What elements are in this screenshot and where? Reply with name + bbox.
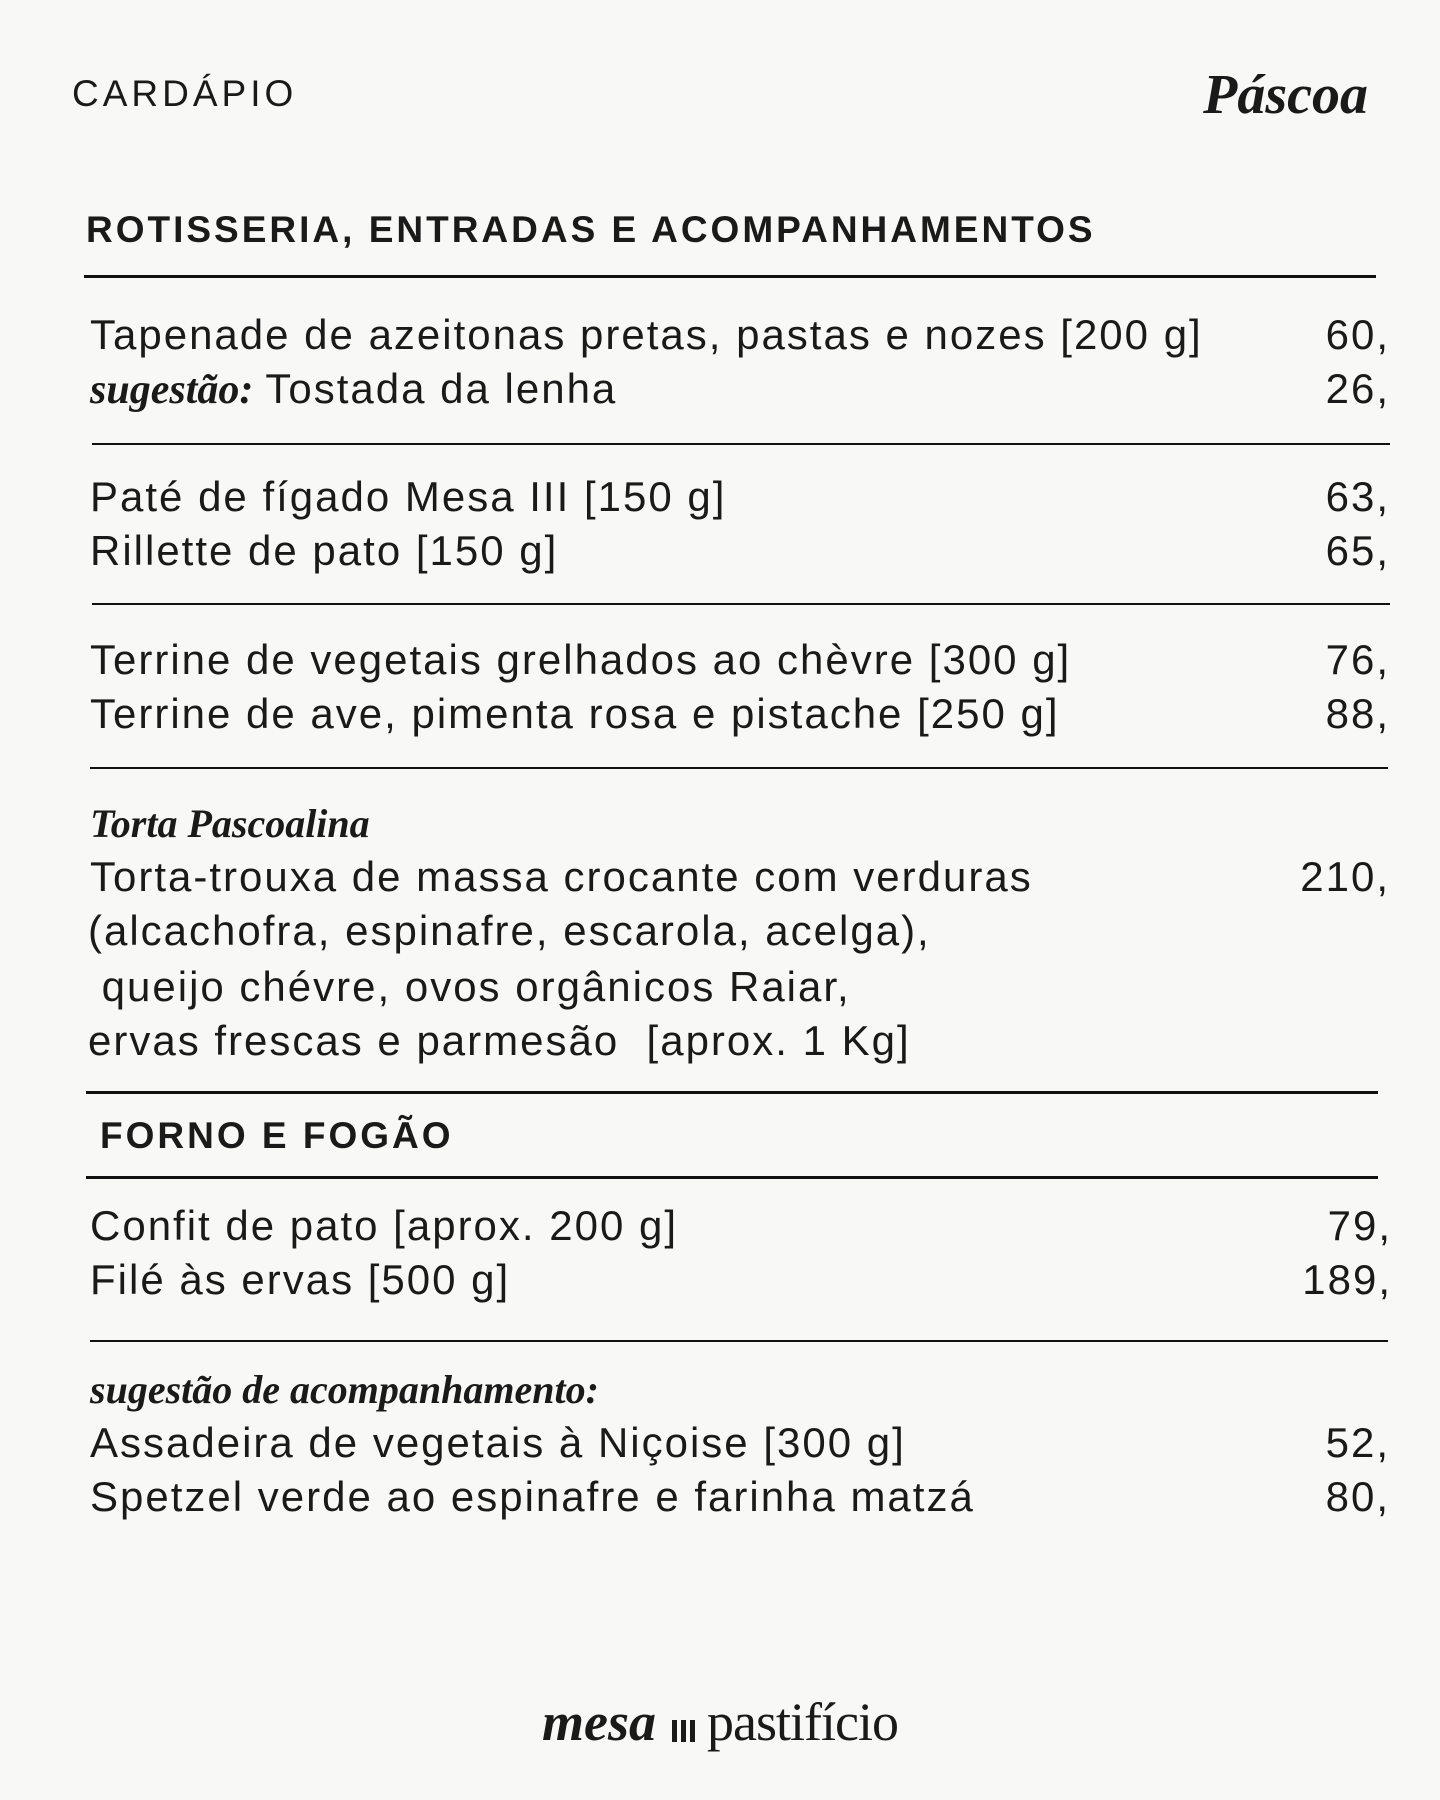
brand-logo [0,1690,1440,1764]
menu-item-price: 80, [1325,1473,1390,1520]
menu-item-name: Spetzel verde ao espinafre e farinha matzá [90,1473,975,1520]
menu-item-price: 60, [1325,311,1390,358]
special-item-desc-line: (alcachofra, espinafre, escarola, acelga), [88,907,931,954]
special-item-title: Torta Pascoalina [90,801,370,846]
menu-item-price: 52, [1325,1419,1390,1466]
brand-bars-icon [670,1692,697,1756]
menu-item-row [90,1199,1392,1253]
menu-item-name: Confit de pato [aprox. 200 g] [90,1202,679,1249]
divider [92,603,1390,605]
special-item-desc-line: Torta-trouxa de massa crocante com verduras [90,853,1033,900]
menu-item-price: 210, [1300,853,1390,900]
menu-item-name [90,362,617,417]
menu-item-price: 88, [1325,690,1390,737]
menu-item-row [90,524,1390,578]
menu-item-row [90,1470,1390,1524]
divider [84,275,1376,278]
divider [90,1340,1388,1342]
menu-item-price: 26, [1325,365,1390,412]
special-item-desc-line: queijo chévre, ovos orgânicos Raiar, [88,963,851,1010]
menu-label: CARDÁPIO [72,73,298,114]
suggestion-item-name: Tostada da lenha [265,365,618,412]
menu-item-name: Terrine de vegetais grelhados ao chèvre [300 g] [90,636,1072,683]
menu-item-name: Filé às ervas [500 g] [90,1256,511,1303]
menu-item-price: 79, [1327,1202,1392,1249]
divider [86,1176,1378,1179]
menu-item-row [90,633,1390,687]
special-item-desc-line: ervas frescas e parmesão [aprox. 1 Kg] [88,1017,911,1064]
menu-item-row [90,362,1390,416]
menu-item-row [90,470,1390,524]
menu-item-price: 65, [1325,527,1390,574]
menu-item-row [90,1253,1392,1307]
menu-item-row [90,687,1390,741]
menu-item-name: Assadeira de vegetais à Niçoise [300 g] [90,1419,906,1466]
section-heading-forno: FORNO E FOGÃO [100,1115,454,1156]
page-title: Páscoa [1203,64,1368,126]
menu-item-name: Terrine de ave, pimenta rosa e pistache [250 g] [90,690,1060,737]
divider [92,443,1390,445]
menu-item-price: 63, [1325,473,1390,520]
menu-item-price: 76, [1325,636,1390,683]
divider [86,1091,1378,1094]
menu-item-row [90,308,1390,362]
menu-item-name: Rillette de pato [150 g] [90,527,559,574]
menu-item-name: Paté de fígado Mesa III [150 g] [90,473,727,520]
section-heading-rotisseria: ROTISSERIA, ENTRADAS E ACOMPANHAMENTOS [86,209,1096,250]
menu-item-price: 189, [1302,1256,1392,1303]
suggestion-heading: sugestão de acompanhamento: [90,1367,599,1412]
brand-name-sub: pastifício [707,1692,898,1752]
brand-name-main: mesa [542,1692,657,1752]
suggestion-prefix: sugestão: [90,367,254,413]
special-item-row [90,850,1390,904]
menu-item-row [90,1416,1390,1470]
menu-item-name: Tapenade de azeitonas pretas, pastas e nozes [200 g] [90,311,1203,358]
divider [90,767,1388,769]
